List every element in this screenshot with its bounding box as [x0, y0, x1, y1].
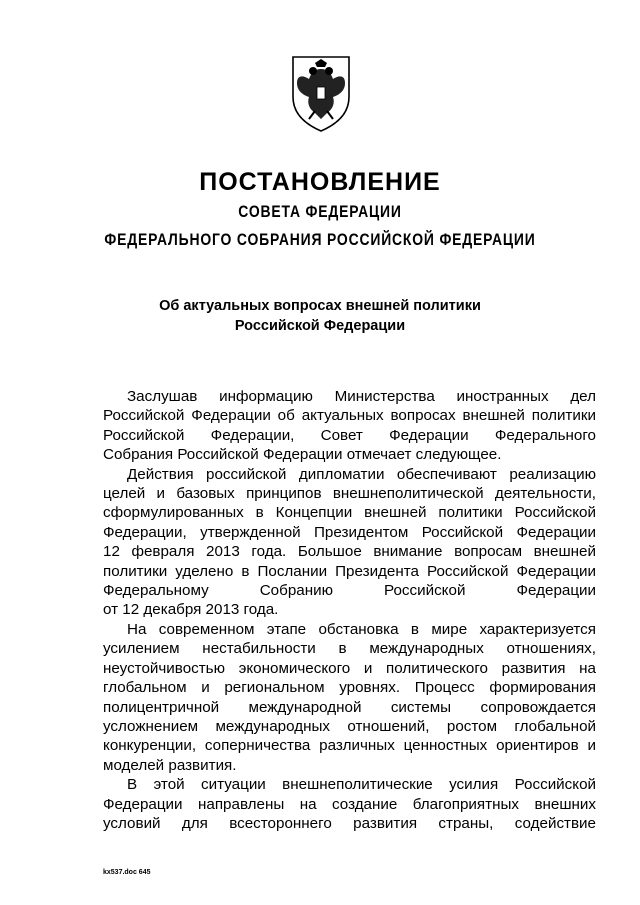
body-line: 12 февраля 2013 года. Большое внимание вопросам внешней: [103, 543, 596, 561]
body-line: неустойчивостью экономического и политического развития на: [103, 659, 596, 677]
body-line: Федерации направлены на создание благоприятных внешних: [103, 795, 596, 813]
subject-line-1: Об актуальных вопросах внешней политики: [159, 298, 481, 314]
body-line: сформулированных в Концепции внешней политики Российской: [103, 504, 596, 522]
coat-of-arms-icon: [287, 53, 355, 133]
body-line: Заслушав информацию Министерства иностранных дел: [127, 388, 596, 405]
body-line: от 12 декабря 2013 года.: [103, 601, 279, 619]
body-line: Федерации, утвержденной Президентом Российской Федерации: [103, 523, 596, 541]
body-line: моделей развития.: [103, 756, 237, 774]
body-line: Собрания Российской Федерации отмечает следующее.: [103, 446, 502, 464]
issuer-line-1: СОВЕТА ФЕДЕРАЦИИ: [238, 202, 402, 221]
document-subject: [0, 296, 640, 336]
body-line: усложнением международных отношений, ростом глобальной: [103, 717, 596, 735]
body-line: целей и базовых принципов внешнеполитической деятельности,: [103, 485, 596, 503]
body-line: Российской Федерации, Совет Федерации Федерального: [103, 426, 596, 444]
body-line: условий для всестороннего развития страны, содействие: [103, 814, 596, 832]
body-line: полицентричной международной системы сопровождается: [103, 698, 596, 716]
body-line: политики уделено в Послании Президента Российской Федерации: [103, 562, 596, 580]
body-line: Российской Федерации об актуальных вопросах внешней политики: [103, 407, 596, 425]
body-line: Федеральному Собранию Российской Федерации: [103, 582, 596, 600]
body-line: усилением нестабильности в международных отношениях,: [103, 640, 596, 658]
body-line: конкуренции, соперничества различных ценностных ориентиров и: [103, 737, 596, 755]
issuer-line-2: ФЕДЕРАЛЬНОГО СОБРАНИЯ РОССИЙСКОЙ ФЕДЕРАЦИИ: [104, 230, 536, 249]
body-line: Действия российской дипломатии обеспечивают реализацию: [127, 465, 596, 483]
document-id: kx537.doc 645: [103, 869, 151, 876]
document-title: ПОСТАНОВЛЕНИЕ: [199, 168, 441, 196]
body-line: На современном этапе обстановка в мире характеризуется: [127, 620, 596, 638]
subject-line-2: Российской Федерации: [234, 318, 406, 334]
document-body: [103, 387, 596, 833]
body-line: глобальном и региональном уровнях. Процесс формирования: [103, 679, 596, 697]
body-line: В этой ситуации внешнеполитические усилия Российской: [127, 776, 596, 794]
